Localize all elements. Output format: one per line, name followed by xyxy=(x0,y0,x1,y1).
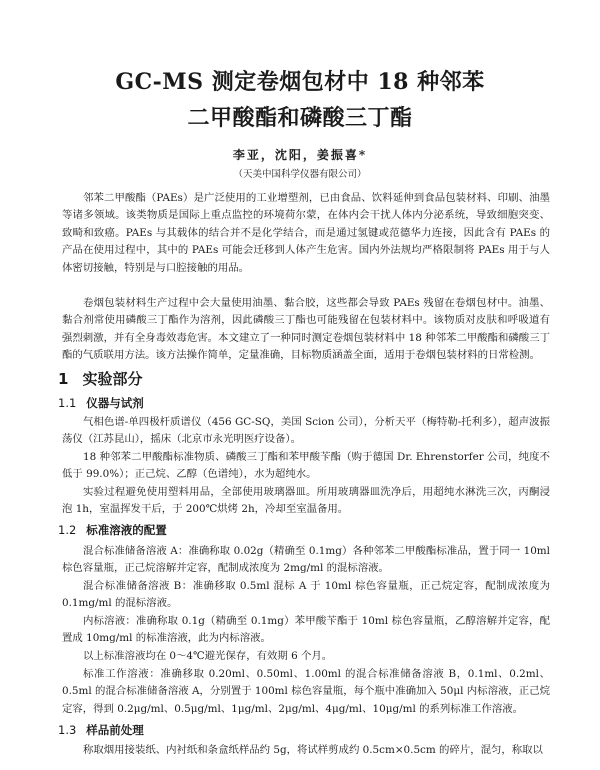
subsection-heading-1-3 xyxy=(58,722,144,738)
stock-solution-b-paragraph: 混合标准储备溶液 B：准确移取 0.5ml 混标 A 于 10ml 棕色容量瓶，正己烷定容，配制成浓度为 0.1mg/ml 的混标溶液。 xyxy=(62,580,550,610)
subsection-heading-1-2 xyxy=(58,522,167,538)
subsection-title: 仪器与试剂 xyxy=(86,396,144,410)
intro-paragraph-1: 邻苯二甲酸酯（PAEs）是广泛使用的工业增塑剂，已由食品、饮料延伸到食品包装材料、印刷、油墨等诸多领域。该类物质是国际上重点监控的环境荷尔蒙，在体内会干扰人体内分泌系统，导致细胞突变、致畸和致癌。PAEs 与其载体的结合并不是化学结合，而是通过氢键或范德华力连接，因此含有 PAEs 的产品在使用过程中，其中的 PAEs 可能会迁移到人体产生危害。国内外法规均严格限制将 PAEs 用于与人体密切接触，特别是与口腔接触的用品。 xyxy=(62,192,550,274)
author-list: 李亚，沈阳，姜振喜* xyxy=(232,148,368,162)
subsection-title: 样品前处理 xyxy=(86,723,144,737)
sample-prep-paragraph: 称取烟用接装纸、内衬纸和条盒纸样品约 5g，将试样剪成约 0.5cm×0.5cm 的碎片，混匀，称取以 xyxy=(83,744,543,756)
subsection-number: 1.3 xyxy=(58,723,77,737)
paper-title-line2: 二甲酸酯和磷酸三丁酯 xyxy=(187,105,413,131)
affiliation: （天美中国科学仪器有限公司） xyxy=(233,169,367,180)
reagents-paragraph: 18 种邻苯二甲酸酯标准物质、磷酸三丁酯和苯甲酸苄酯（购于德国 Dr. Ehrenstorfer 公司，纯度不低于 99.0%）；正己烷、乙醇（色谱纯），水为超纯水。 xyxy=(62,451,550,481)
internal-standard-paragraph: 内标溶液：准确称取 0.1g（精确至 0.1mg）苯甲酸苄酯于 10ml 棕色容量瓶，乙醇溶解并定容，配置成 10mg/ml 的标准溶液，此为内标溶液。 xyxy=(62,615,550,645)
stock-solution-a-paragraph: 混合标准储备溶液 A：准确称取 0.02g（精确至 0.1mg）各种邻苯二甲酸酯标准品，置于同一 10ml 棕色容量瓶，正己烷溶解并定容，配制成浓度为 2mg/ml 的混标溶液。 xyxy=(62,545,550,575)
intro-paragraph-2: 卷烟包装材料生产过程中会大量使用油墨、黏合胶，这些都会导致 PAEs 残留在卷烟包材中。油墨、黏合剂常使用磷酸三丁酯作为溶剂，因此磷酸三丁酯也可能残留在包装材料中。该物质对皮肤和呼吸道有强烈刺激，并有全身毒效毒危害。本文建立了一种同时测定卷烟包装材料中 18 种邻苯二甲酸酯和磷酸三丁酯的气质联用方法。该方法操作简单，定量准确，目标物质涵盖全面，适用于卷烟包装材料的日常检测。 xyxy=(62,297,550,362)
subsection-heading-1-1 xyxy=(58,395,144,411)
paper-title-line1: GC-MS 测定卷烟包材中 18 种邻苯 xyxy=(115,69,485,95)
subsection-number: 1.1 xyxy=(58,396,77,410)
subsection-title: 标准溶液的配置 xyxy=(86,523,167,537)
section-number: 1 xyxy=(58,370,69,388)
section-title: 实验部分 xyxy=(82,370,143,388)
subsection-number: 1.2 xyxy=(58,523,77,537)
instruments-paragraph: 气相色谱-单四极杆质谱仪（456 GC-SQ，美国 Scion 公司），分析天平（梅特勒-托利多），超声波振荡仪（江苏昆山），摇床（北京市永光明医疗设备）。 xyxy=(62,416,550,446)
storage-paragraph: 以上标准溶液均在 0～4℃避光保存，有效期 6 个月。 xyxy=(83,650,333,662)
section-heading xyxy=(58,368,142,389)
glassware-paragraph: 实验过程避免使用塑料用品，全部使用玻璃器皿。所用玻璃器皿洗净后，用超纯水淋洗三次，丙酮浸泡 1h，室温挥发干后，于 200℃烘烤 2h，冷却至室温备用。 xyxy=(62,486,550,516)
working-solution-paragraph: 标准工作溶液：准确移取 0.20ml、0.50ml、1.00ml 的混合标准储备溶液 B，0.1ml、0.2ml、0.5ml 的混合标准储备溶液 A，分别置于 100ml 棕色容量瓶，每个瓶中准确加入 50μl 内标溶液，正己烷定容，得到 0.2μg/ml、0.5μg/ml、1μg/ml、2μg/ml、4μg/ml、10μg/ml 的系列标准工作溶液。 xyxy=(62,668,550,715)
